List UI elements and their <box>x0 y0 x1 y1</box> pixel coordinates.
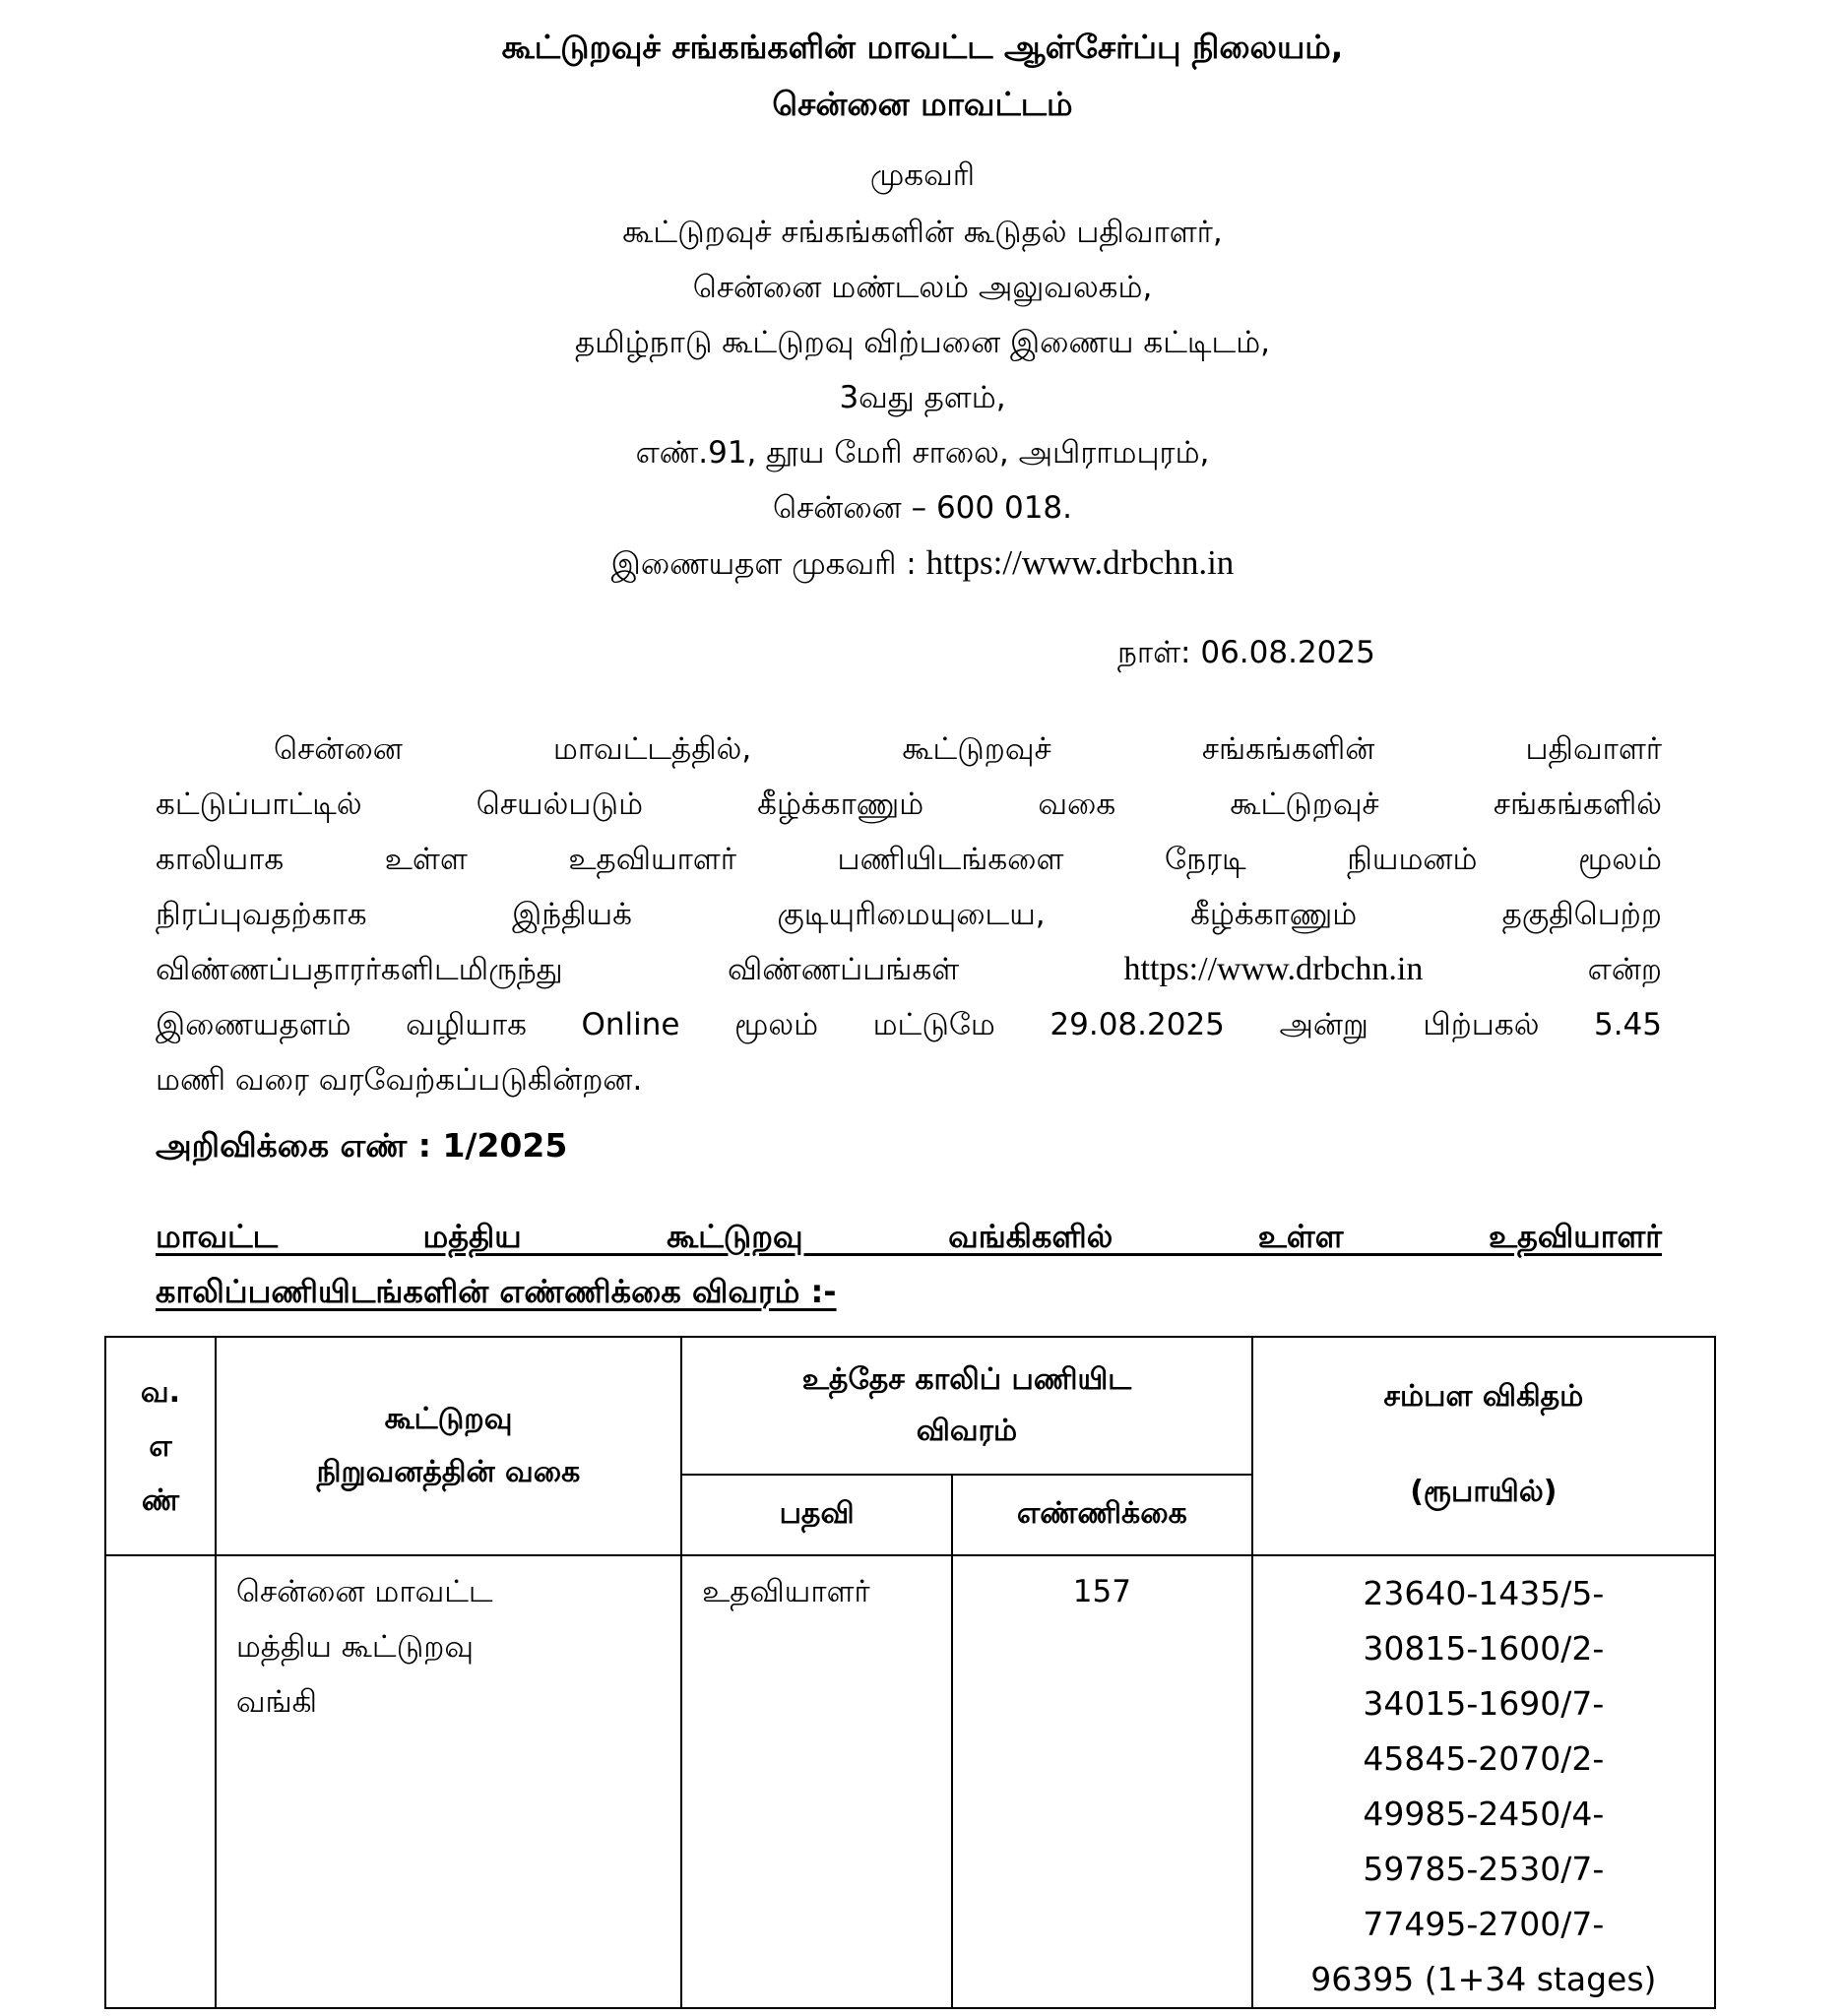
header-pay-scale: சம்பள விகிதம் (ரூபாயில்) <box>1252 1337 1715 1555</box>
header-serial-number: வ. எ ண் <box>105 1337 216 1555</box>
table-row <box>105 1555 1715 2008</box>
paragraph-line-5: விண்ணப்பதாரர்களிடமிருந்து விண்ணப்பங்கள் https://www.drbchn.in என்ற <box>156 951 1662 987</box>
intro-paragraph <box>156 722 1662 1107</box>
paragraph-line-4: நிரப்புவதற்காக இந்தியக் குடியுரிமையுடைய, கீழ்க்காணும் தகுதிபெற்ற <box>156 897 1662 932</box>
paragraph-line-1: சென்னை மாவட்டத்தில், கூட்டுறவுச் சங்கங்களின் பதிவாளர் <box>274 731 1662 767</box>
website-url[interactable]: https://www.drbchn.in <box>925 543 1235 582</box>
header-vacancy-details: உத்தேச காலிப் பணியிட விவரம் <box>681 1337 1252 1475</box>
title-line-1: கூட்டுறவுச் சங்கங்களின் மாவட்ட ஆள்சேர்ப்பு நிலையம், <box>501 28 1344 66</box>
address-line-4: 3வது தளம், <box>839 380 1006 415</box>
address-label: முகவரி <box>869 158 976 193</box>
row-post: உதவியாளர் <box>681 1555 952 2008</box>
header-post: பதவி <box>681 1475 952 1555</box>
paragraph-line-6: இணையதளம் வழியாக Online மூலம் மட்டுமே 29.08.2025 அன்று பிற்பகல் 5.45 <box>156 1007 1662 1042</box>
header-count: எண்ணிக்கை <box>952 1475 1252 1555</box>
paragraph-website-url[interactable]: https://www.drbchn.in <box>1123 951 1424 987</box>
address-line-3: தமிழ்நாடு கூட்டுறவு விற்பனை இணைய கட்டிடம், <box>574 325 1271 360</box>
notice-date: நாள்: 06.08.2025 <box>1117 635 1375 670</box>
address-line-2: சென்னை மண்டலம் அலுவலகம், <box>692 270 1153 305</box>
address-line-6: சென்னை – 600 018. <box>772 490 1072 526</box>
row-count: 157 <box>952 1555 1252 2008</box>
section-heading-line-2: காலிப்பணியிடங்களின் எண்ணிக்கை விவரம் :- <box>156 1273 837 1310</box>
vacancy-table <box>104 1336 1716 2009</box>
header-organization-type: கூட்டுறவு நிறுவனத்தின் வகை <box>216 1337 681 1555</box>
paragraph-line-3: காலியாக உள்ள உதவியாளர் பணியிடங்களை நேரடி நியமனம் மூலம் <box>156 842 1662 877</box>
website-label: இணையதள முகவரி : <box>610 546 926 582</box>
address-line-1: கூட்டுறவுச் சங்கங்களின் கூடுதல் பதிவாளர், <box>622 215 1223 250</box>
website-line <box>0 543 1845 586</box>
notice-number: அறிவிக்கை எண் : 1/2025 <box>156 1126 568 1165</box>
row-pay-scale: 23640-1435/5- 30815-1600/2- 34015-1690/7- 45845-2070/2- 49985-2450/4- 59785-2530/7- 77495-2700/7- 96395 (1+34 stages) <box>1252 1555 1715 2008</box>
row-serial-number <box>105 1555 216 2008</box>
paragraph-line-2: கட்டுப்பாட்டில் செயல்படும் கீழ்க்காணும் வகை கூட்டுறவுச் சங்கங்களில் <box>156 787 1662 822</box>
title-line-2: சென்னை மாவட்டம் <box>772 85 1073 123</box>
section-heading <box>156 1209 1662 1319</box>
address-line-5: எண்.91, தூய மேரி சாலை, அபிராமபுரம், <box>635 435 1210 471</box>
section-heading-line-1: மாவட்ட மத்திய கூட்டுறவு வங்கிகளில் உள்ள உதவியாளர் <box>156 1218 1662 1255</box>
paragraph-line-7: மணி வரை வரவேற்கப்படுகின்றன. <box>156 1062 643 1098</box>
row-organization: சென்னை மாவட்ட மத்திய கூட்டுறவு வங்கி <box>216 1555 681 2008</box>
